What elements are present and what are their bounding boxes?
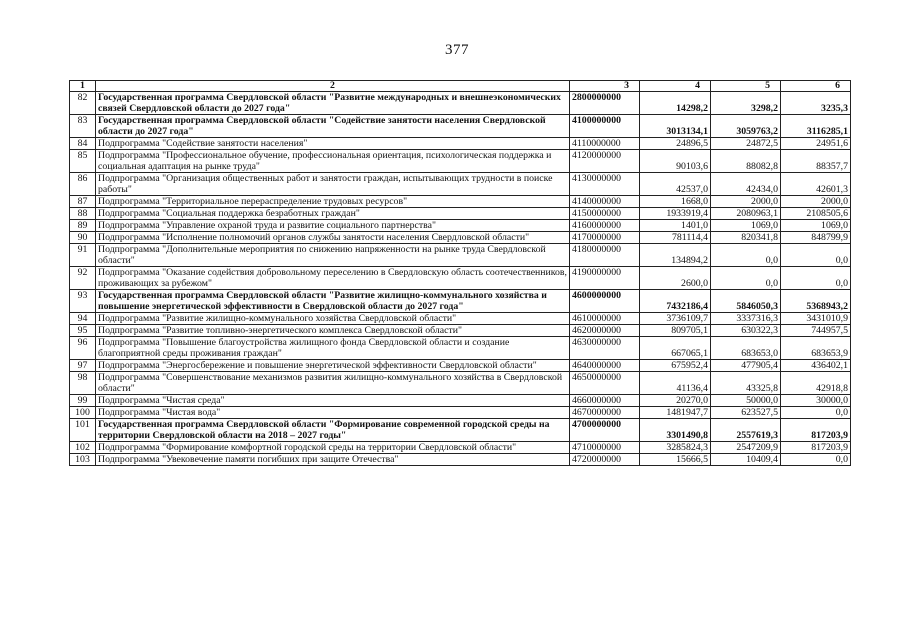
row-program-code: 4640000000	[570, 360, 640, 372]
row-program-name: Подпрограмма "Территориальное перераспределение трудовых ресурсов"	[96, 196, 570, 208]
table-row	[70, 337, 851, 360]
row-value-col5: 477905,4	[711, 360, 781, 372]
header-col-5: 5	[711, 81, 781, 92]
page-number: 377	[445, 42, 469, 58]
row-value-col5: 24872,5	[711, 138, 781, 150]
table-row	[70, 244, 851, 267]
table-row	[70, 115, 851, 138]
row-value-col6: 744957,5	[781, 325, 851, 337]
table-row	[70, 372, 851, 395]
table-row	[70, 395, 851, 407]
row-program-name: Подпрограмма "Организация общественных работ и занятости граждан, испытывающих трудности в поиске работы"	[96, 173, 570, 196]
row-value-col6: 88357,7	[781, 150, 851, 173]
row-number: 100	[70, 407, 96, 419]
row-value-col4: 3736109,7	[640, 313, 711, 325]
table-row	[70, 360, 851, 372]
row-program-name: Подпрограмма "Социальная поддержка безработных граждан"	[96, 208, 570, 220]
row-program-name: Подпрограмма "Чистая среда"	[96, 395, 570, 407]
row-value-col6: 2108505,6	[781, 208, 851, 220]
row-value-col5: 623527,5	[711, 407, 781, 419]
header-col-1: 1	[70, 81, 96, 92]
table-row	[70, 325, 851, 337]
table-row	[70, 290, 851, 313]
row-value-col6: 1069,0	[781, 220, 851, 232]
header-col-3: 3	[570, 81, 640, 92]
row-value-col6: 30000,0	[781, 395, 851, 407]
row-program-code: 4130000000	[570, 173, 640, 196]
row-value-col6: 817203,9	[781, 442, 851, 454]
row-program-name: Подпрограмма "Чистая вода"	[96, 407, 570, 419]
row-value-col4: 90103,6	[640, 150, 711, 173]
row-program-name: Подпрограмма "Дополнительные мероприятия по снижению напряженности на рынке труда Свердловской области"	[96, 244, 570, 267]
row-value-col6: 817203,9	[781, 419, 851, 442]
row-program-code: 4620000000	[570, 325, 640, 337]
row-value-col5: 2000,0	[711, 196, 781, 208]
row-program-name: Подпрограмма "Управление охраной труда и развитие социального партнерства"	[96, 220, 570, 232]
table-row	[70, 267, 851, 290]
row-program-code: 4120000000	[570, 150, 640, 173]
table-row	[70, 442, 851, 454]
row-value-col5: 42434,0	[711, 173, 781, 196]
header-col-2: 2	[96, 81, 570, 92]
row-program-code: 4140000000	[570, 196, 640, 208]
table-row	[70, 196, 851, 208]
row-program-code: 4610000000	[570, 313, 640, 325]
row-value-col4: 3301490,8	[640, 419, 711, 442]
row-value-col6: 42601,3	[781, 173, 851, 196]
table-row	[70, 173, 851, 196]
row-value-col4: 1933919,4	[640, 208, 711, 220]
row-program-code: 4170000000	[570, 232, 640, 244]
table-row	[70, 220, 851, 232]
row-value-col6: 848799,9	[781, 232, 851, 244]
table-row	[70, 150, 851, 173]
row-value-col5: 0,0	[711, 267, 781, 290]
row-value-col6: 0,0	[781, 407, 851, 419]
row-program-code: 4660000000	[570, 395, 640, 407]
row-number: 101	[70, 419, 96, 442]
row-value-col5: 10409,4	[711, 454, 781, 466]
row-value-col5: 2547209,9	[711, 442, 781, 454]
row-value-col5: 2557619,3	[711, 419, 781, 442]
row-value-col5: 3337316,3	[711, 313, 781, 325]
row-value-col4: 675952,4	[640, 360, 711, 372]
row-program-code: 2800000000	[570, 92, 640, 115]
row-value-col4: 1401,0	[640, 220, 711, 232]
row-value-col6: 24951,6	[781, 138, 851, 150]
row-program-name: Подпрограмма "Содействие занятости населения"	[96, 138, 570, 150]
row-value-col4: 42537,0	[640, 173, 711, 196]
row-number: 88	[70, 208, 96, 220]
row-value-col6: 5368943,2	[781, 290, 851, 313]
row-number: 103	[70, 454, 96, 466]
row-number: 86	[70, 173, 96, 196]
row-program-name: Подпрограмма "Профессиональное обучение, профессиональная ориентация, психологическая поддержка и социальная адаптация на рынке труда"	[96, 150, 570, 173]
row-value-col5: 2080963,1	[711, 208, 781, 220]
row-value-col6: 436402,1	[781, 360, 851, 372]
row-value-col6: 0,0	[781, 267, 851, 290]
table-row	[70, 208, 851, 220]
row-program-name: Государственная программа Свердловской области "Развитие жилищно-коммунального хозяйства и повышение энергетической эффективности в Свердловской области до 2027 года"	[96, 290, 570, 313]
row-program-name: Подпрограмма "Исполнение полномочий органов службы занятости населения Свердловской области"	[96, 232, 570, 244]
row-value-col4: 667065,1	[640, 337, 711, 360]
row-program-code: 4700000000	[570, 419, 640, 442]
row-value-col5: 3059763,2	[711, 115, 781, 138]
row-program-code: 4190000000	[570, 267, 640, 290]
row-value-col4: 781114,4	[640, 232, 711, 244]
row-number: 99	[70, 395, 96, 407]
row-number: 93	[70, 290, 96, 313]
row-program-name: Подпрограмма "Увековечение памяти погибших при защите Отечества"	[96, 454, 570, 466]
row-program-name: Подпрограмма "Повышение благоустройства жилищного фонда Свердловской области и создание благоприятной среды проживания граждан"	[96, 337, 570, 360]
row-program-code: 4110000000	[570, 138, 640, 150]
row-number: 98	[70, 372, 96, 395]
row-value-col6: 0,0	[781, 244, 851, 267]
row-value-col4: 24896,5	[640, 138, 711, 150]
row-number: 94	[70, 313, 96, 325]
row-value-col5: 3298,2	[711, 92, 781, 115]
row-value-col5: 0,0	[711, 244, 781, 267]
row-program-code: 4160000000	[570, 220, 640, 232]
table-row	[70, 232, 851, 244]
row-value-col5: 820341,8	[711, 232, 781, 244]
row-program-code: 4600000000	[570, 290, 640, 313]
row-value-col5: 43325,8	[711, 372, 781, 395]
row-program-name: Государственная программа Свердловской области "Развитие международных и внешнеэкономических связей Свердловской области до 2027 года"	[96, 92, 570, 115]
row-program-code: 4670000000	[570, 407, 640, 419]
row-value-col6: 3431010,9	[781, 313, 851, 325]
row-value-col6: 683653,9	[781, 337, 851, 360]
row-program-name: Подпрограмма "Развитие жилищно-коммунального хозяйства Свердловской области"	[96, 313, 570, 325]
row-number: 97	[70, 360, 96, 372]
row-value-col6: 0,0	[781, 454, 851, 466]
row-value-col4: 1668,0	[640, 196, 711, 208]
row-value-col4: 3013134,1	[640, 115, 711, 138]
row-value-col5: 50000,0	[711, 395, 781, 407]
row-value-col4: 2600,0	[640, 267, 711, 290]
row-number: 87	[70, 196, 96, 208]
row-program-name: Подпрограмма "Энергосбережение и повышение энергетической эффективности Свердловской области"	[96, 360, 570, 372]
row-number: 102	[70, 442, 96, 454]
row-program-name: Государственная программа Свердловской области "Содействие занятости населения Свердловской области до 2027 года"	[96, 115, 570, 138]
row-value-col5: 630322,3	[711, 325, 781, 337]
row-number: 83	[70, 115, 96, 138]
row-program-name: Подпрограмма "Совершенствование механизмов развития жилищно-коммунального хозяйства в Свердловской области"	[96, 372, 570, 395]
row-number: 91	[70, 244, 96, 267]
table-row	[70, 407, 851, 419]
row-program-code: 4180000000	[570, 244, 640, 267]
row-value-col4: 1481947,7	[640, 407, 711, 419]
row-value-col5: 683653,0	[711, 337, 781, 360]
row-value-col4: 809705,1	[640, 325, 711, 337]
table-row	[70, 454, 851, 466]
table-header-row	[70, 81, 851, 92]
row-value-col4: 20270,0	[640, 395, 711, 407]
row-value-col6: 3116285,1	[781, 115, 851, 138]
row-number: 82	[70, 92, 96, 115]
header-col-4: 4	[640, 81, 711, 92]
row-program-name: Подпрограмма "Оказание содействия добровольному переселению в Свердловскую область соотечественников, проживающих за рубежом"	[96, 267, 570, 290]
row-number: 90	[70, 232, 96, 244]
row-program-code: 4650000000	[570, 372, 640, 395]
row-value-col6: 2000,0	[781, 196, 851, 208]
row-program-code: 4710000000	[570, 442, 640, 454]
row-value-col4: 14298,2	[640, 92, 711, 115]
row-value-col4: 7432186,4	[640, 290, 711, 313]
row-value-col6: 3235,3	[781, 92, 851, 115]
row-program-code: 4100000000	[570, 115, 640, 138]
row-value-col4: 41136,4	[640, 372, 711, 395]
row-program-name: Подпрограмма "Развитие топливно-энергетического комплекса Свердловской области"	[96, 325, 570, 337]
table-row	[70, 313, 851, 325]
budget-table	[69, 80, 851, 466]
table-row	[70, 419, 851, 442]
row-program-code: 4630000000	[570, 337, 640, 360]
row-value-col5: 88082,8	[711, 150, 781, 173]
row-value-col6: 42918,8	[781, 372, 851, 395]
row-number: 96	[70, 337, 96, 360]
row-number: 92	[70, 267, 96, 290]
row-number: 85	[70, 150, 96, 173]
row-value-col4: 134894,2	[640, 244, 711, 267]
row-number: 89	[70, 220, 96, 232]
table-row	[70, 92, 851, 115]
row-number: 95	[70, 325, 96, 337]
header-col-6: 6	[781, 81, 851, 92]
row-program-name: Подпрограмма "Формирование комфортной городской среды на территории Свердловской области"	[96, 442, 570, 454]
row-value-col5: 1069,0	[711, 220, 781, 232]
row-value-col5: 5846050,3	[711, 290, 781, 313]
row-program-name: Государственная программа Свердловской области "Формирование современной городской среды на территории Свердловской области на 2018 – 2027 годы"	[96, 419, 570, 442]
row-value-col4: 15666,5	[640, 454, 711, 466]
row-value-col4: 3285824,3	[640, 442, 711, 454]
table-row	[70, 138, 851, 150]
row-number: 84	[70, 138, 96, 150]
row-program-code: 4720000000	[570, 454, 640, 466]
row-program-code: 4150000000	[570, 208, 640, 220]
